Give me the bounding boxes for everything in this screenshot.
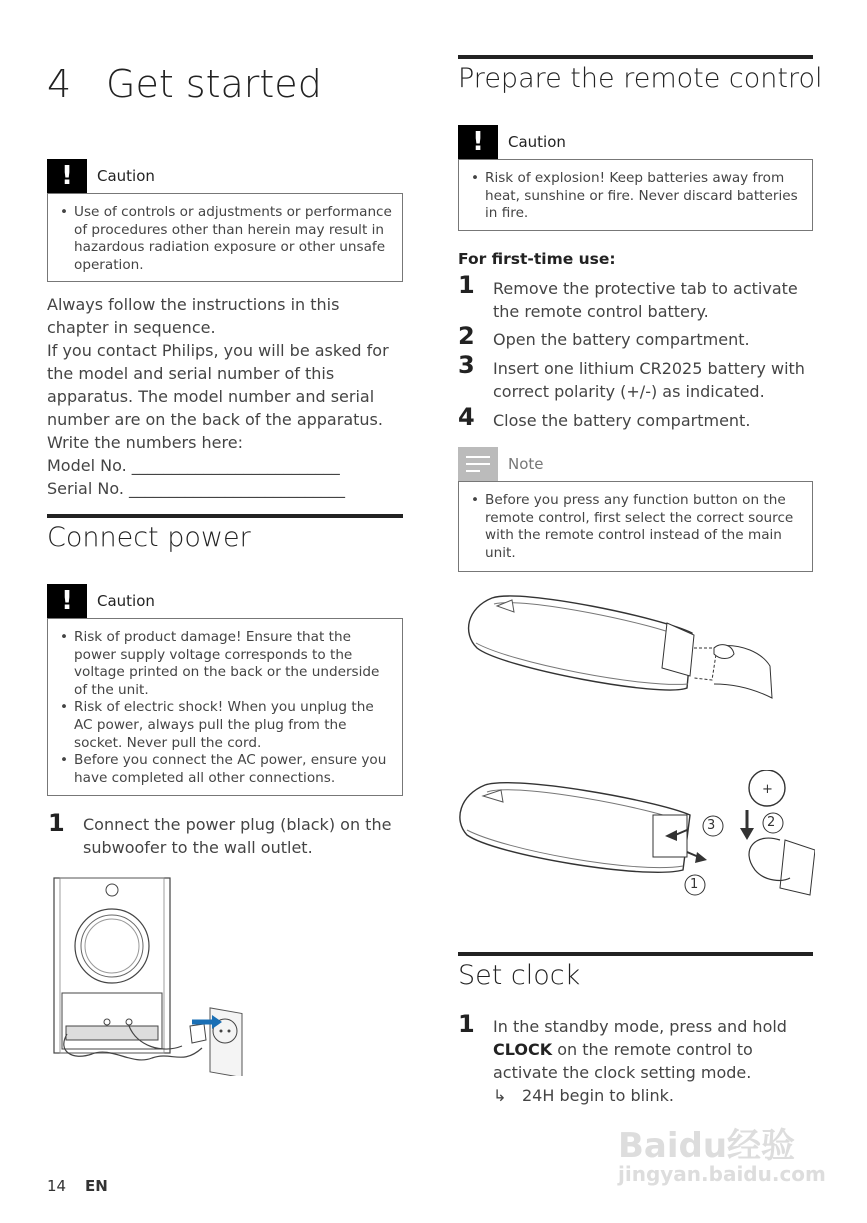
intro-text [47,293,403,500]
step-text-post: on the remote control to activate the clock setting mode. [493,1040,753,1082]
result-text: 24H begin to blink. [522,1086,674,1105]
step-number: 3 [458,351,475,379]
watermark-logo: Baidu经验 [618,1126,796,1166]
power-caution-box [47,618,403,796]
step-number: 4 [458,403,475,431]
caution-item: • Before you connect the AC power, ensure you have completed all other connections. [58,752,392,787]
page-number: 14 [47,1177,67,1195]
first-use-heading: For first-time use: [458,250,616,268]
step-text: Close the battery compartment. [493,411,751,430]
remote-tab-illustration [462,588,782,713]
subwoofer-illustration [52,876,247,1076]
note-icon [458,447,498,481]
step-text: Remove the protective tab to activate the remote control battery. [493,279,798,321]
note-item: • Before you press any function button on the remote control, first select the correct source with the remote control instead of the main unit. [469,492,802,562]
section-rule [458,952,813,956]
svg-text:+: + [762,782,773,797]
exclamation-icon: ! [47,584,87,618]
caution-item: • Risk of product damage! Ensure that the power supply voltage corresponds to the voltage printed on the back or the underside of the unit. [58,629,392,699]
callout-3: 3 [707,818,716,833]
caution-label: Caution [508,133,566,151]
intro-line-1: Always follow the instructions in this chapter in sequence. [47,295,340,337]
step-text: Open the battery compartment. [493,330,750,349]
step-number: 2 [458,322,475,350]
connect-power-title: Connect power [47,522,251,553]
remote-title: Prepare the remote control [458,63,823,94]
chapter-number: 4 [47,62,72,106]
caution-label: Caution [97,592,155,610]
set-clock-step [493,1015,793,1084]
intro-caution-box [47,193,403,282]
battery-insert-illustration [455,770,815,900]
step-text: Insert one lithium CR2025 battery with correct polarity (+/-) as indicated. [493,359,805,401]
section-rule [458,55,813,59]
step-number: 1 [48,809,65,837]
result-arrow-icon: ↳ [493,1086,507,1105]
serial-number-line: Serial No. ___________________________ [47,479,346,498]
note-box [458,481,813,572]
step-text-pre: In the standby mode, press and hold [493,1017,787,1036]
caution-item: • Use of controls or adjustments or performance of procedures other than herein may result in hazardous radiation exposure or other unsafe operation. [58,204,392,274]
clock-key: CLOCK [493,1040,553,1059]
callout-2: 2 [767,815,776,830]
step-text: Connect the power plug (black) on the subwoofer to the wall outlet. [83,815,392,857]
exclamation-icon: ! [47,159,87,193]
step-number: 1 [458,271,475,299]
model-number-line: Model No. __________________________ [47,456,340,475]
caution-label: Caution [97,167,155,185]
callout-1: 1 [690,877,699,892]
exclamation-icon: ! [458,125,498,159]
language-code: EN [85,1177,108,1195]
chapter-title: Get started [106,62,322,106]
caution-item: • Risk of electric shock! When you unplug the AC power, always pull the plug from the socket. Never pull the cord. [58,699,392,752]
intro-line-2: If you contact Philips, you will be asked for the model and serial number of this apparatus. The model number and serial number are on the back of the apparatus. Write the numbers here: [47,341,389,452]
remote-caution-box [458,159,813,231]
watermark-url: jingyan.baidu.com [618,1162,826,1186]
note-label: Note [508,455,544,473]
section-rule [47,514,403,518]
caution-item: • Risk of explosion! Keep batteries away from heat, sunshine or fire. Never discard batteries in fire. [469,170,802,223]
set-clock-title: Set clock [458,960,581,991]
step-number: 1 [458,1010,475,1038]
